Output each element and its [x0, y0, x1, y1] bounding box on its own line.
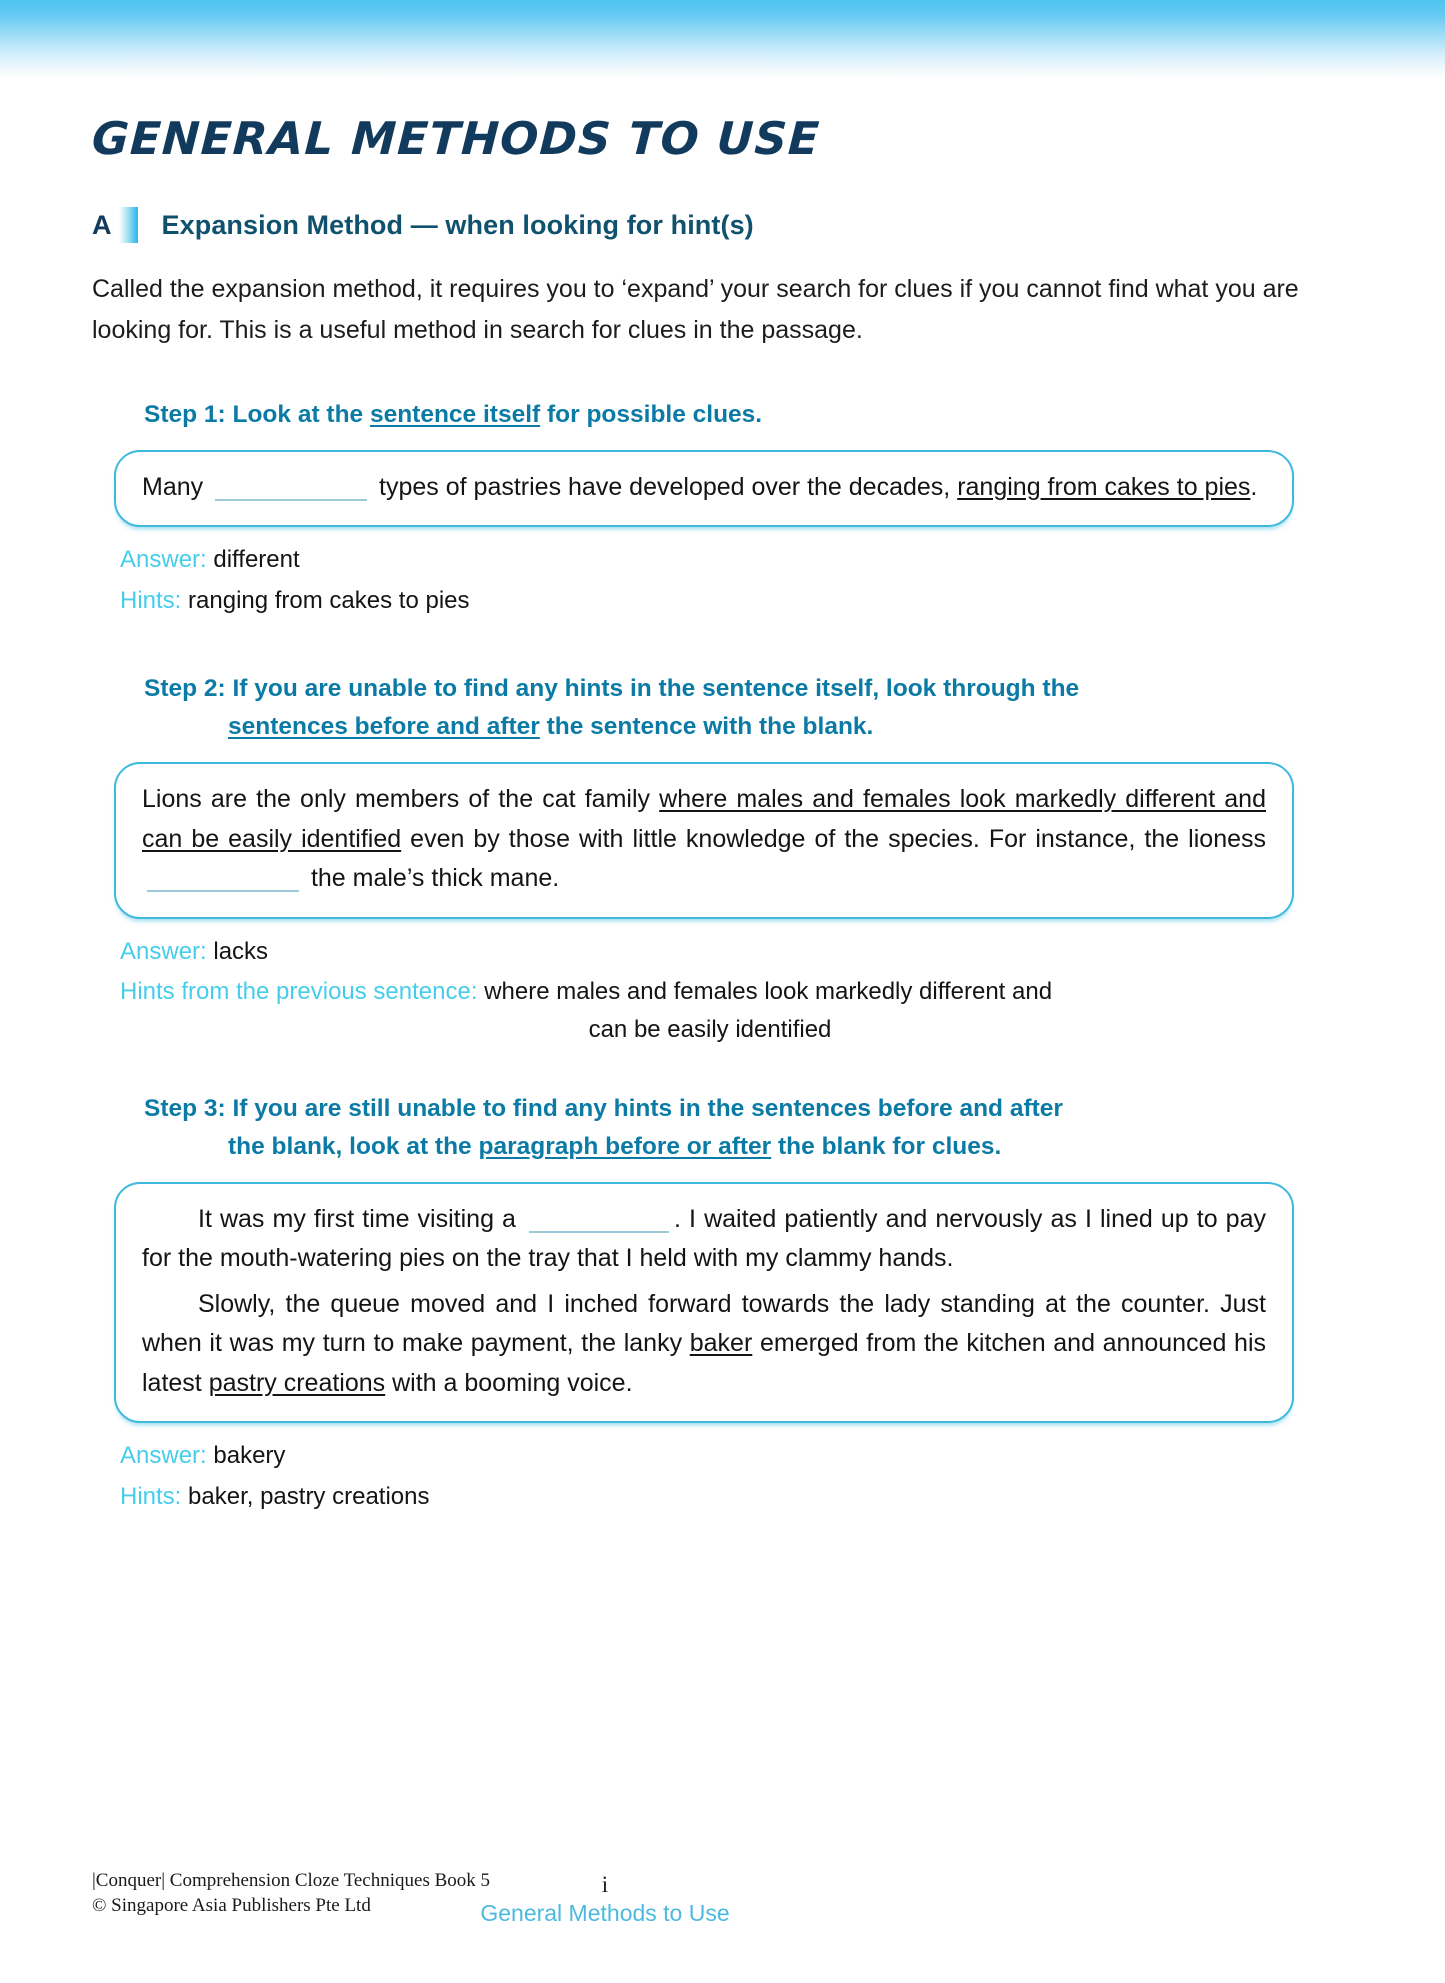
- spacer: [92, 626, 1352, 670]
- section-accent-bar: [119, 207, 138, 243]
- step-3-heading-post: the blank for clues.: [771, 1132, 1002, 1160]
- step-2-hints-line: [120, 973, 1330, 1011]
- answer-label: Answer:: [120, 937, 207, 965]
- step-1-heading-post: for possible clues.: [540, 401, 763, 428]
- step-3-heading: [92, 1090, 1344, 1166]
- section-letter: A: [92, 209, 112, 240]
- step-2-answer-line: [92, 933, 1330, 971]
- hints-value: where males and females look markedly different and: [484, 978, 1053, 1006]
- answer-value: different: [213, 546, 300, 574]
- answer-blank[interactable]: [147, 866, 299, 892]
- step-3-answer-line: [92, 1437, 1330, 1475]
- section-title: Expansion Method — when looking for hint(s): [161, 209, 754, 240]
- step-1-block: [92, 396, 1352, 620]
- step-1-heading: [92, 396, 1344, 434]
- step-1-ex-pre: Many: [142, 472, 211, 501]
- step-2-ex-underline: where males and females look markedly different and can be easily identified: [142, 785, 1266, 853]
- step-2-ex-pre: Lions are the only members of the cat family: [142, 785, 660, 814]
- step-2-heading-underline: sentences before and after: [228, 713, 540, 741]
- step-2-ex-post: even by those with little knowledge of the species. For instance, the lioness: [401, 824, 1266, 853]
- section-intro-paragraph: Called the expansion method, it requires you to ‘expand’ your search for clues if you cannot find what you are looking for. This is a useful method in search for clues in the passage.: [92, 275, 1299, 344]
- hints-label: Hints:: [120, 586, 182, 614]
- footer-caption: General Methods to Use: [480, 1900, 730, 1926]
- step-3-heading-underline: paragraph before or after: [478, 1132, 772, 1160]
- step-2-hints-continuation: can be easily identified: [588, 1016, 832, 1044]
- step-3-example-box: [114, 1182, 1294, 1424]
- step-3-ex2-pre: Slowly, the queue moved and I inched forward towards the lady standing at the counter. Just when it was my turn to make payment, the lanky: [142, 1289, 1266, 1358]
- step-1-heading-pre: Step 1: Look at the: [144, 401, 370, 428]
- step-1-hints-line: [92, 582, 1330, 620]
- hints-label: Hints:: [120, 1482, 182, 1510]
- step-3-ex-post: . I waited patiently and nervously as I lined up to pay for the mouth-watering pies on the tray that I held with my clammy hands.: [142, 1204, 1266, 1273]
- step-3-example-paragraph-2: [142, 1285, 1266, 1404]
- step-3-heading-line2: [144, 1128, 1344, 1166]
- step-2-heading: [92, 670, 1344, 746]
- step-3-ex2-mid: emerged from the kitchen and announced his latest: [142, 1329, 1267, 1397]
- step-1-example-text: [142, 468, 1266, 508]
- step-3-ex-pre: It was my first time visiting a: [198, 1204, 525, 1233]
- step-2-example-text: [142, 780, 1266, 899]
- step-3-example-paragraph-1: [142, 1200, 1266, 1279]
- answer-label: Answer:: [120, 546, 207, 574]
- step-3-heading-pre: the blank, look at the: [228, 1132, 479, 1160]
- step-1-example-box: [114, 450, 1294, 528]
- spacer: [92, 1056, 1352, 1090]
- step-3-ex2-underline-2: pastry creations: [208, 1368, 386, 1397]
- footer-publisher: © Singapore Asia Publishers Pte Ltd: [92, 1895, 371, 1917]
- answer-value: lacks: [213, 937, 269, 965]
- answer-label: Answer:: [120, 1442, 207, 1470]
- section-header: [92, 207, 1352, 243]
- hints-value: ranging from cakes to pies: [188, 586, 470, 614]
- hints-value: baker, pastry creations: [188, 1482, 430, 1510]
- footer-book-title: |Conquer| Comprehension Cloze Techniques Book 5: [92, 1869, 491, 1891]
- answer-blank[interactable]: [529, 1207, 669, 1233]
- step-3-hints-line: [92, 1478, 1330, 1516]
- page-title: GENERAL METHODS TO USE: [90, 112, 822, 165]
- answer-value: bakery: [213, 1442, 286, 1470]
- step-3-ex2-post: with a booming voice.: [385, 1368, 633, 1397]
- step-1-heading-underline: sentence itself: [369, 401, 541, 428]
- step-3-block: [92, 1090, 1352, 1516]
- step-1-ex-mid: types of pastries have developed over the decades,: [372, 472, 958, 501]
- step-2-heading-post: the sentence with the blank.: [539, 713, 874, 741]
- page-content: [92, 112, 1352, 1522]
- answer-blank[interactable]: [215, 475, 367, 501]
- footer-center-block: [92, 1872, 1362, 1927]
- step-2-block: [92, 670, 1352, 1050]
- step-2-ex-tail: the male’s thick mane.: [304, 864, 560, 893]
- hints-label: Hints from the previous sentence:: [120, 978, 478, 1006]
- step-2-hints-wrap: [92, 973, 1330, 1050]
- step-2-heading-line1: Step 2: If you are unable to find any hints in the sentence itself, look through the: [144, 675, 1080, 703]
- step-3-ex2-underline-1: baker: [689, 1329, 753, 1358]
- page-number: i: [601, 1872, 609, 1897]
- step-1-ex-underline: ranging from cakes to pies: [957, 472, 1251, 501]
- step-1-answer-line: [92, 541, 1330, 579]
- step-1-ex-post: .: [1250, 472, 1258, 501]
- step-2-example-box: [114, 762, 1294, 919]
- step-2-heading-line2: [144, 708, 1344, 746]
- step-3-heading-line1: Step 3: If you are still unable to find any hints in the sentences before and after: [144, 1094, 1063, 1122]
